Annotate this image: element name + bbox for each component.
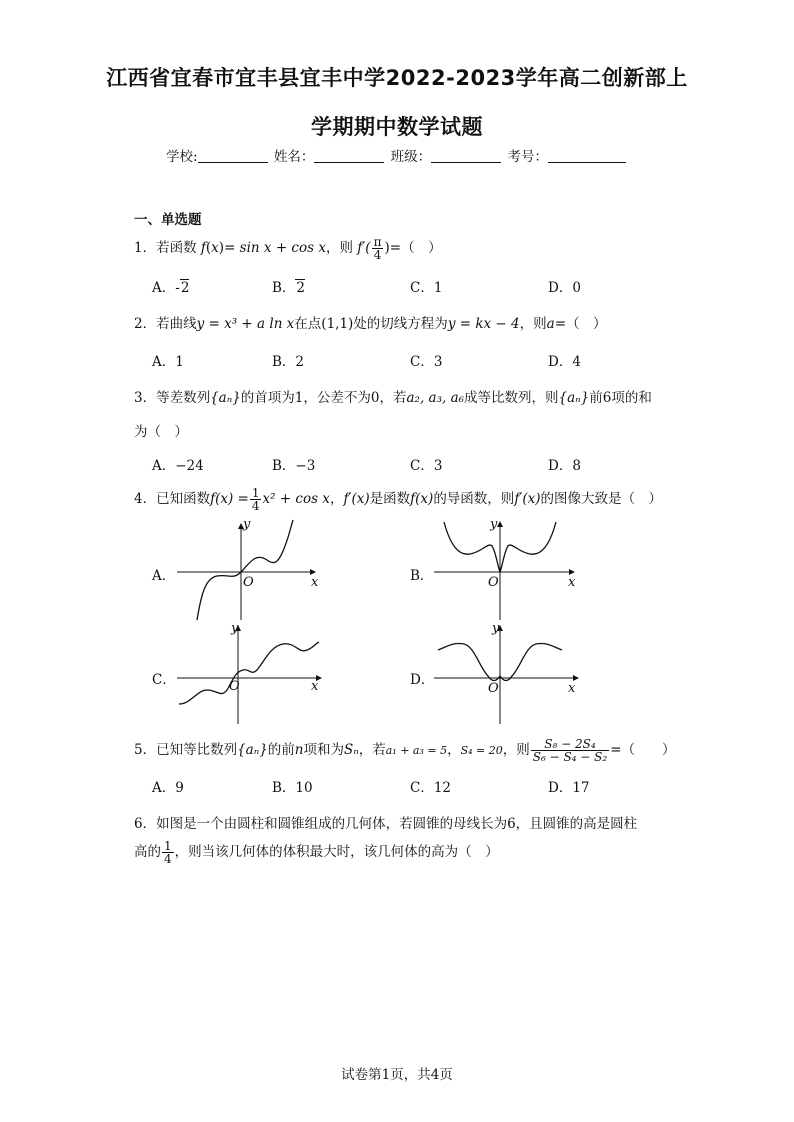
q3-option-d[interactable]: D．8: [548, 458, 581, 474]
q4-option-a-label[interactable]: A．: [152, 568, 176, 584]
q4-graph-b[interactable]: [432, 516, 582, 624]
school-label: 学校:: [166, 149, 198, 165]
q5-text1: 5．已知等比数列: [134, 742, 238, 758]
curve-c: [179, 642, 319, 704]
name-label: 姓名：: [273, 149, 315, 165]
q1-f: f: [200, 240, 206, 256]
q2-text2: 在点: [294, 316, 322, 332]
q1-body: = sin x + cos x: [224, 240, 326, 256]
q5-n: n: [294, 742, 304, 758]
question-6-line-2: [134, 840, 499, 865]
q3-option-b[interactable]: B．−3: [272, 458, 316, 474]
q5-option-c[interactable]: C．12: [410, 780, 452, 796]
x-label: x: [311, 679, 319, 694]
question-3: [134, 386, 652, 406]
x-label: x: [568, 681, 576, 696]
q2-option-a[interactable]: A．1: [152, 354, 184, 370]
q5-sep: ，: [447, 742, 461, 758]
q2-text5: =（ ）: [554, 316, 607, 332]
q4-graph-c[interactable]: [175, 620, 325, 728]
q1-fprime: f′(: [357, 240, 371, 256]
q2-option-c[interactable]: C．3: [410, 354, 443, 370]
q2-text3: 处的切线方程为: [353, 316, 448, 332]
q4-fx2: f(x): [410, 491, 434, 507]
origin-label: O: [488, 681, 499, 696]
q3-text4: 前6项的和: [589, 390, 652, 406]
q5-option-b[interactable]: B．10: [272, 780, 313, 796]
q4-graph-a[interactable]: [175, 516, 325, 624]
q5-text4: ，若: [358, 742, 386, 758]
q1-b-label: B．: [272, 280, 296, 296]
question-1: 1．若函数 f(x)= sin x + cos x，则 f′( $\frac{\pi}{4}$ )=（ ）: [134, 235, 442, 262]
q4-text1: 4．已知函数: [134, 491, 211, 507]
y-label: y: [490, 517, 498, 532]
title-line-1: 江西省宜春市宜丰县宜丰中学2022-2023学年高二创新部上: [106, 66, 688, 90]
q3-seq: {aₙ}: [210, 390, 241, 406]
q4-fx: f(x) =: [210, 491, 249, 507]
q3-terms: a₂, a₃, a₆: [406, 390, 465, 406]
q4-text5: 的图像大致是（ ）: [540, 491, 663, 507]
curve-a: [197, 520, 293, 620]
q2-text4: ，则: [519, 316, 547, 332]
q1-option-c[interactable]: C．1: [410, 280, 443, 296]
section-heading: 一、单选题: [134, 212, 202, 228]
number-label: 考号：: [507, 149, 548, 165]
y-label: y: [492, 621, 500, 636]
origin-label: O: [229, 679, 240, 694]
q3-text3: 成等比数列，则: [464, 390, 559, 406]
q6-text2: ，则当该几何体的体积最大时，该几何体的高为（ ）: [174, 844, 499, 860]
q2-a: a: [546, 316, 555, 332]
q4-option-b-label[interactable]: B．: [410, 568, 434, 584]
q5-text3: 项和为: [303, 742, 344, 758]
q4-fpx: f′(x): [343, 491, 370, 507]
q4-one: 1: [251, 486, 260, 500]
q2-curve: y = x³ + a ln x: [196, 316, 295, 332]
q1-option-d[interactable]: D．0: [548, 280, 581, 296]
q1-pi: π: [373, 235, 382, 249]
title-line-2: 学期期中数学试题: [311, 115, 483, 139]
q1-tail: )=（ ）: [384, 240, 442, 256]
q1-a-sqrt: 2: [180, 280, 190, 296]
q4-fraction: [250, 487, 262, 512]
q5-sn: Sₙ: [344, 742, 359, 758]
x-label: x: [311, 575, 319, 590]
q5-seq: {aₙ}: [237, 742, 268, 758]
question-2: [134, 312, 607, 332]
q3-seq2: {aₙ}: [558, 390, 590, 406]
q3-option-a[interactable]: A．−24: [152, 458, 204, 474]
q2-option-d[interactable]: D．4: [548, 354, 581, 370]
q5-denominator: S₆ − S₄ − S₂: [532, 750, 608, 764]
q3-text2: 的首项为1，公差不为0，若: [240, 390, 407, 406]
q1-prefix: 若函数: [156, 240, 197, 256]
q5-cond1: a₁ + a₃ = 5: [385, 744, 448, 757]
q6-four: 4: [164, 852, 172, 866]
y-label: y: [231, 621, 239, 636]
q3-text1: 3．等差数列: [134, 390, 211, 406]
number-blank[interactable]: [548, 149, 626, 163]
q1-b-sqrt: 2: [296, 280, 306, 296]
q3-line2: 为（ ）: [134, 424, 188, 440]
q5-option-d[interactable]: D．17: [548, 780, 590, 796]
name-blank[interactable]: [314, 149, 384, 163]
school-blank[interactable]: [198, 149, 268, 163]
y-label: y: [243, 517, 251, 532]
q1-a-label: A．-: [152, 280, 180, 296]
q4-expr: x² + cos x: [262, 491, 330, 507]
q2-line: y = kx − 4: [447, 316, 520, 332]
q1-fraction: [372, 236, 384, 261]
q4-option-d-label[interactable]: D．: [410, 672, 435, 688]
q5-cond2: S₄ = 20: [460, 744, 503, 757]
q1-then: ，则: [325, 240, 353, 256]
origin-label: O: [488, 575, 499, 590]
q6-text1: 高的: [134, 844, 161, 860]
q1-number: 1．: [134, 240, 157, 256]
q5-fraction: [531, 738, 609, 763]
q1-x: x: [211, 240, 219, 256]
q1-option-b[interactable]: [272, 276, 305, 296]
q6-fraction: [162, 840, 174, 865]
class-blank[interactable]: [431, 149, 501, 163]
q2-text1: 2．若曲线: [134, 316, 197, 332]
q4-text4: 的导函数，则: [433, 491, 515, 507]
q1-four: 4: [373, 248, 382, 262]
q4-option-c-label[interactable]: C．: [152, 672, 176, 688]
q4-fpx2: f′(x): [514, 491, 541, 507]
student-info: [0, 145, 794, 165]
q5-option-a[interactable]: A．9: [152, 780, 184, 796]
x-label: x: [568, 575, 576, 590]
q5-text5: ，则: [502, 742, 530, 758]
q6-one: 1: [164, 839, 172, 853]
q1-option-a[interactable]: [152, 276, 189, 296]
class-label: 班级：: [390, 149, 432, 165]
question-6-line-1: 6．如图是一个由圆柱和圆锥组成的几何体，若圆锥的母线长为6，且圆锥的高是圆柱: [134, 816, 638, 832]
question-4: [134, 487, 662, 512]
q4-graph-d[interactable]: [432, 620, 582, 728]
q4-text2: ，: [329, 491, 344, 507]
q2-point: (1,1): [321, 316, 354, 332]
q4-text3: 是函数: [369, 491, 411, 507]
q5-tail: =（ ）: [610, 742, 676, 758]
q4-four: 4: [251, 499, 260, 513]
q2-option-b[interactable]: B．2: [272, 354, 305, 370]
q5-text2: 的前: [267, 742, 295, 758]
question-5: [134, 738, 676, 763]
q3-option-c[interactable]: C．3: [410, 458, 443, 474]
q5-numerator: S₈ − 2S₄: [531, 738, 609, 751]
origin-label: O: [243, 575, 254, 590]
page-footer: 试卷第1页，共4页: [341, 1067, 453, 1083]
